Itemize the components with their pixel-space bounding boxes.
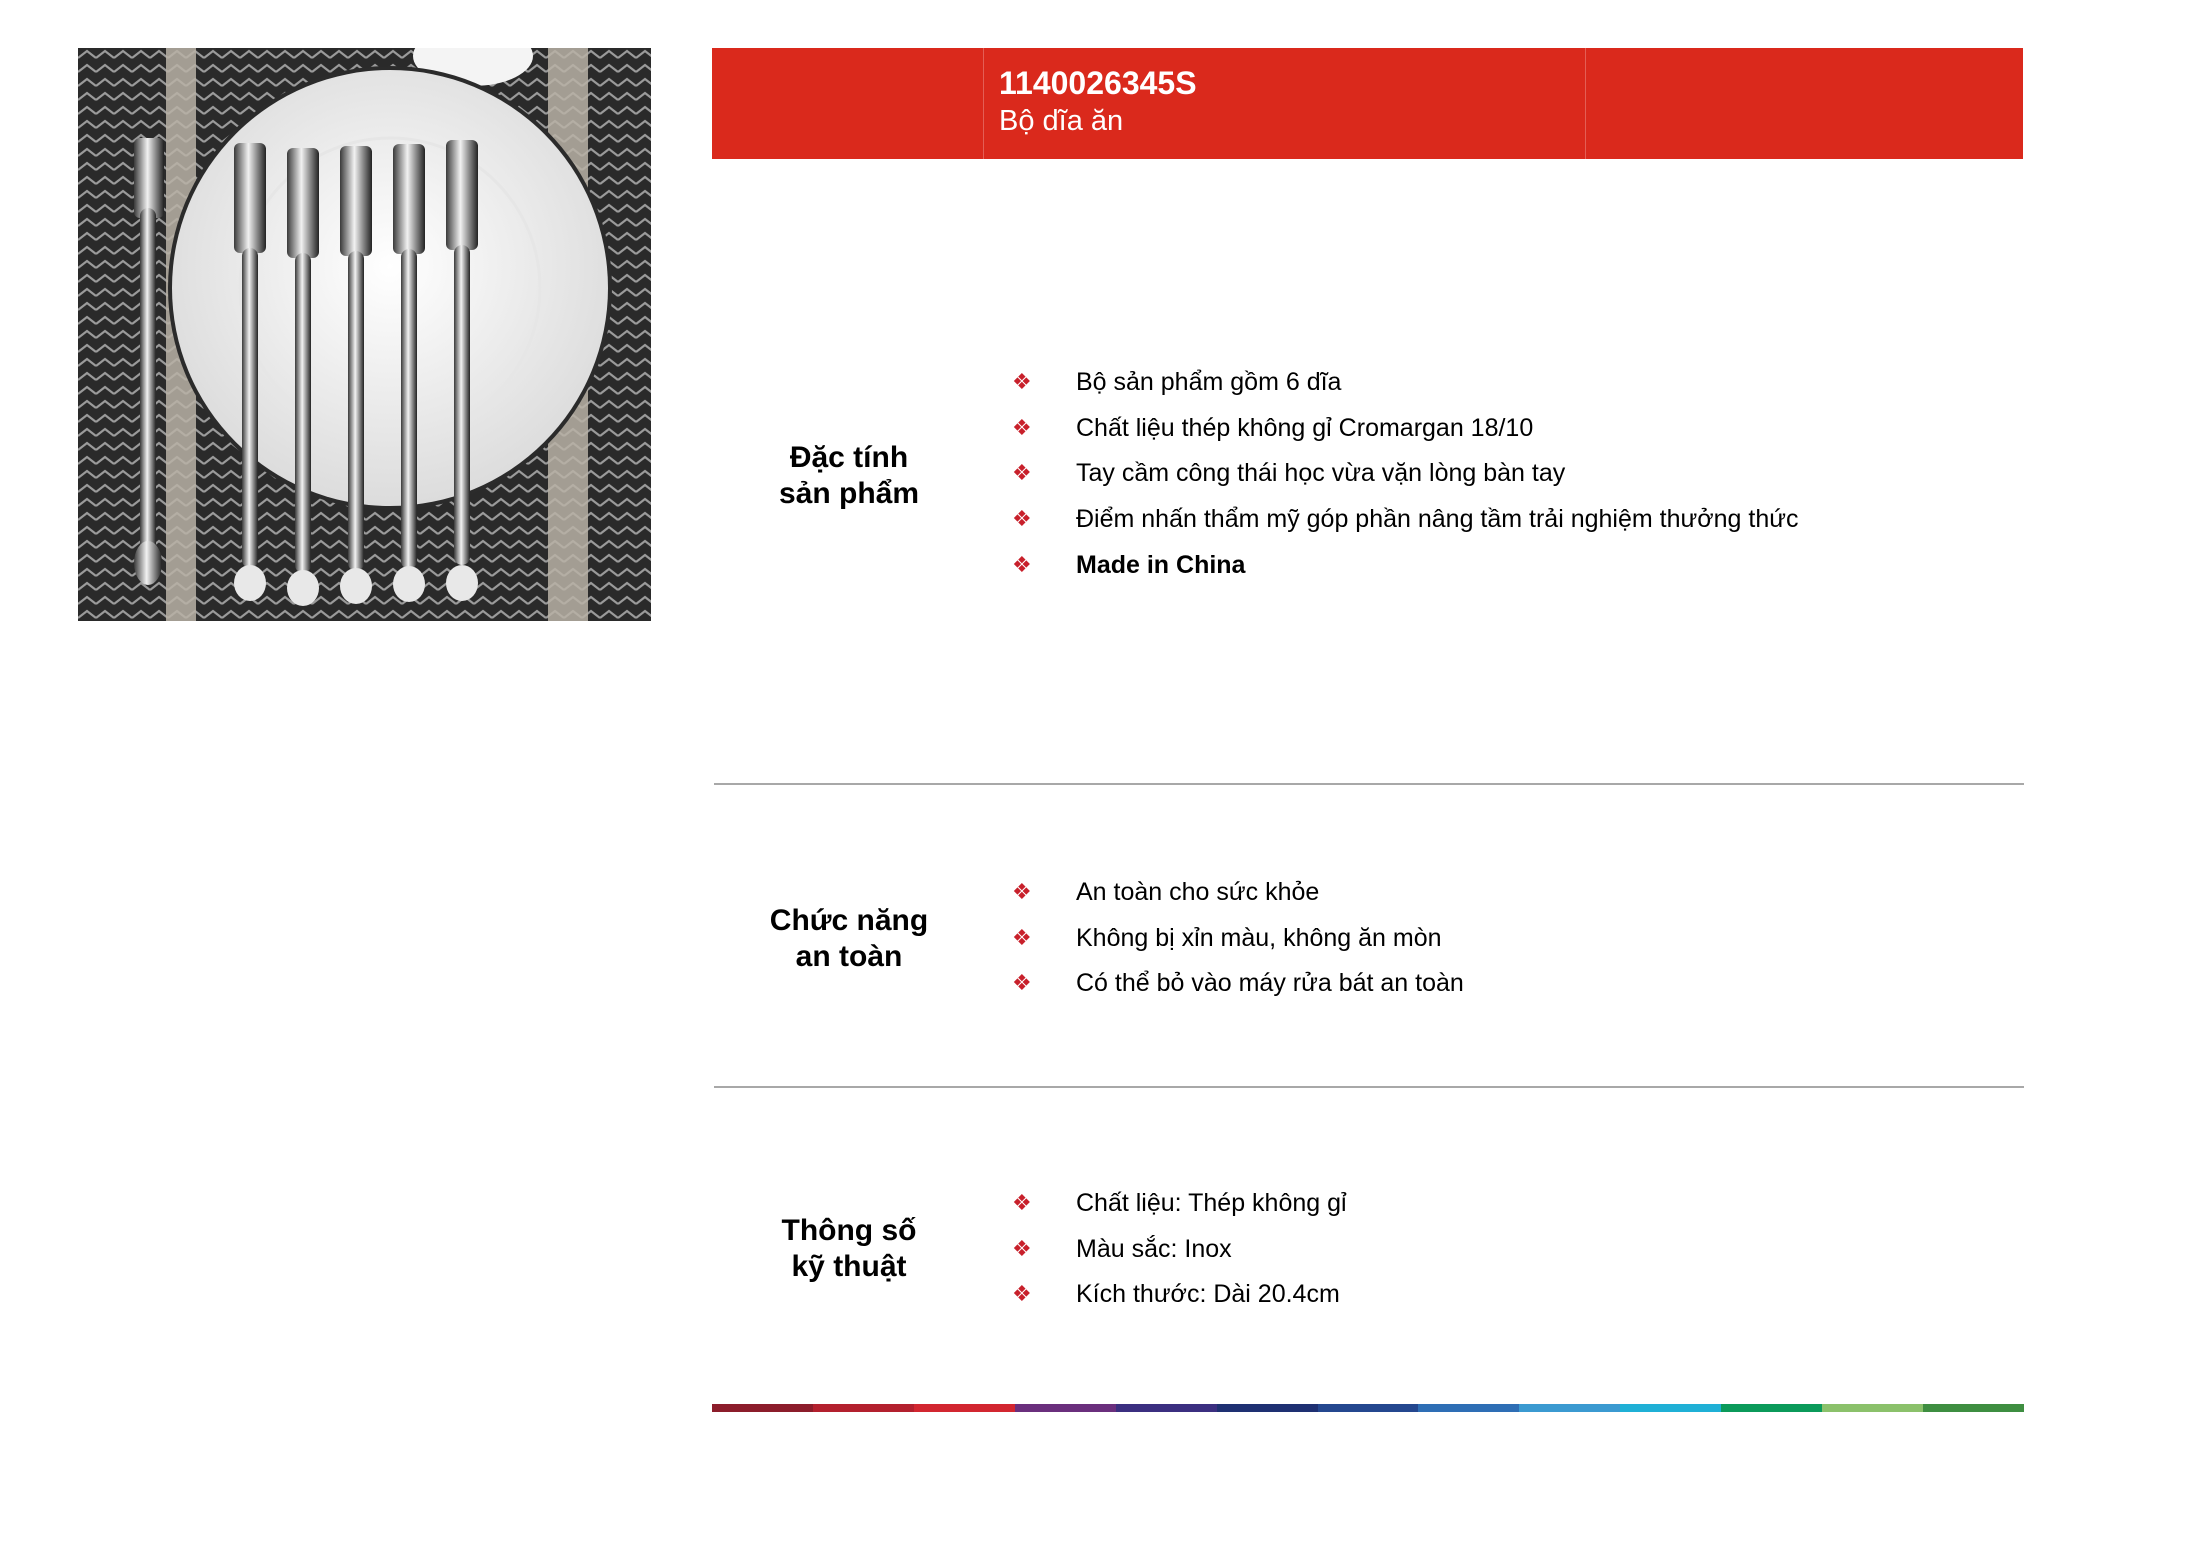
list-item-text: Made in China (1076, 550, 1246, 579)
color-bar-segment (712, 1404, 813, 1412)
color-bar-segment (1519, 1404, 1620, 1412)
section-title-features (714, 440, 984, 512)
product-header-bar (712, 48, 2023, 159)
color-bar-segment (1721, 1404, 1822, 1412)
section-title-line: Đặc tính (789, 441, 909, 474)
color-bar-segment (1318, 1404, 1419, 1412)
brand-color-bar (712, 1404, 2024, 1412)
color-bar-segment (813, 1404, 914, 1412)
bullet-diamond-icon: ❖ (1012, 506, 1032, 532)
list-item-text: Tay cầm công thái học vừa vặn lòng bàn tay (1076, 459, 1566, 488)
section-title-line: kỹ thuật (791, 1250, 907, 1283)
list-item-text: Kích thước: Dài 20.4cm (1076, 1280, 1340, 1309)
color-bar-segment (1822, 1404, 1923, 1412)
color-bar-segment (1923, 1404, 2024, 1412)
list-item-text: Bộ sản phẩm gồm 6 dĩa (1076, 368, 1342, 396)
list-item-text: Màu sắc: Inox (1076, 1234, 1232, 1263)
bullet-diamond-icon: ❖ (1012, 551, 1032, 577)
bullet-diamond-icon: ❖ (1012, 879, 1032, 904)
section-title-specs (714, 1213, 984, 1285)
section-title-line: Thông số (781, 1214, 917, 1247)
bullet-diamond-icon: ❖ (1012, 369, 1032, 394)
bullet-diamond-icon: ❖ (1012, 924, 1032, 950)
bullet-diamond-icon: ❖ (1012, 1190, 1032, 1215)
header-divider (983, 48, 984, 159)
list-item-text: Chất liệu thép không gỉ Cromargan 18/10 (1076, 413, 1534, 442)
section-divider (714, 1086, 2024, 1088)
list-item-text: Không bị xỉn màu, không ăn mòn (1076, 923, 1442, 952)
color-bar-segment (914, 1404, 1015, 1412)
bullet-diamond-icon: ❖ (1012, 970, 1032, 996)
color-bar-segment (1217, 1404, 1318, 1412)
section-title-line: Chức năng (769, 904, 929, 937)
list-item-text: Chất liệu: Thép không gỉ (1076, 1189, 1347, 1217)
section-title-line: an toàn (795, 940, 903, 973)
bullet-diamond-icon: ❖ (1012, 1235, 1032, 1261)
header-divider (1585, 48, 1586, 159)
bullet-diamond-icon: ❖ (1012, 460, 1032, 486)
product-photo (78, 48, 651, 621)
color-bar-segment (1418, 1404, 1519, 1412)
bullet-diamond-icon: ❖ (1012, 414, 1032, 440)
color-bar-segment (1116, 1404, 1217, 1412)
color-bar-segment (1015, 1404, 1116, 1412)
color-bar-segment (1620, 1404, 1721, 1412)
product-code: 1140026345S (999, 65, 1197, 101)
product-name: Bộ dĩa ăn (999, 105, 1124, 137)
section-divider (714, 783, 2024, 785)
section-title-safety (714, 903, 984, 975)
list-item-text: Điểm nhấn thẩm mỹ góp phần nâng tầm trải nghiệm thưởng thức (1076, 505, 1799, 534)
forks-on-plate-photo (78, 48, 651, 621)
list-item-text: An toàn cho sức khỏe (1076, 878, 1320, 906)
section-title-line: sản phẩm (778, 477, 920, 510)
list-item-text: Có thể bỏ vào máy rửa bát an toàn (1076, 969, 1464, 998)
bullet-diamond-icon: ❖ (1012, 1281, 1032, 1307)
